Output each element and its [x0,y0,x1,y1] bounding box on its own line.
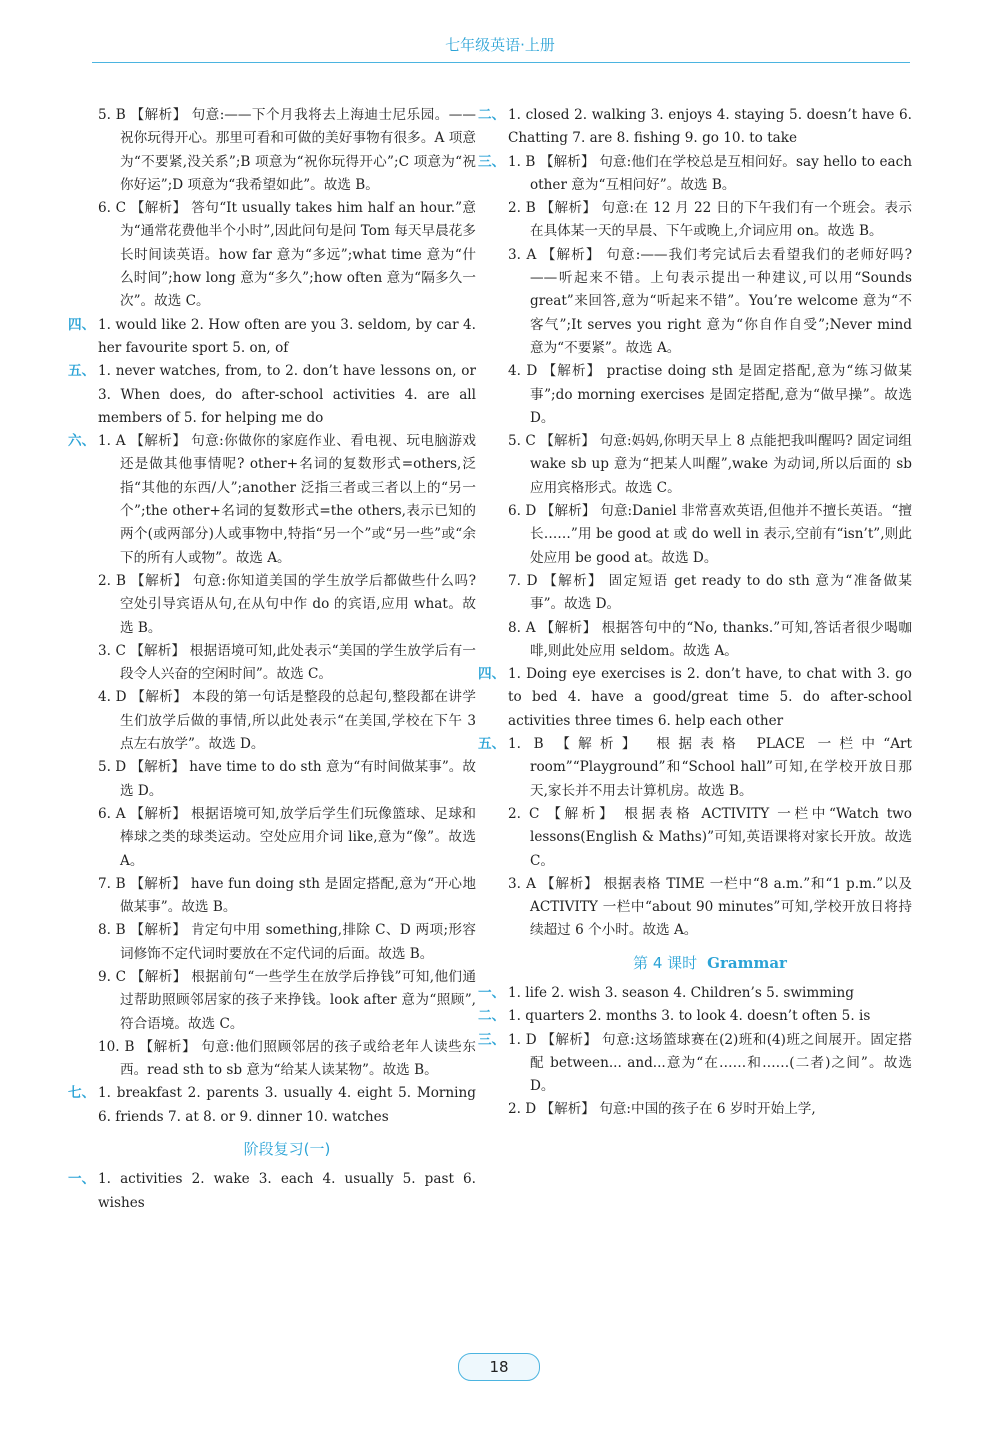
answer-item: 1. B 【解析】 根据表格 PLACE 一栏中“Art room”“Playground”和“School hall”可知,在学校开放日那天,家长并不用去计算机房。故选 B。 [508,736,912,799]
answer-item: 3. A 【解析】 根据表格 TIME 一栏中“8 a.m.”和“1 p.m.”以及 ACTIVITY 一栏中“about 90 minutes”可知,学校开放日将持续超过 6 个小时。故选 A。 [508,875,912,939]
section-block [478,104,912,151]
answer-item: 6. C 【解析】 答句“It usually takes him half an hour.”意为“通常花费他半个小时”,因此问句是问 Tom 每天早晨花多长时间读英语。how far 意为“多远”;what time 意为“什么时间”;how long 意为“多久”;how often 意为“隔多久一次”。故选 C。 [98,200,476,310]
section-heading [98,1138,476,1161]
header-divider [92,62,910,63]
section-block [478,982,912,1005]
section-answers: 1. would like 2. How often are you 3. seldom, by car 4. her favourite sport 5. on, of [98,316,476,356]
section-heading [508,952,912,975]
answer-item: 2. C 【解析】 根据表格 ACTIVITY 一栏中“Watch two lessons(English & Maths)”可知,英语课将对家长开放。故选 C。 [508,805,912,869]
section-answers: 1. breakfast 2. parents 3. usually 4. eight 5. Morning 6. friends 7. at 8. or 9. dinner 10. watches [98,1085,476,1125]
answer-item: 5. B 【解析】 句意:——下个月我将去上海迪士尼乐园。——祝你玩得开心。那里可看和可做的美好事物有很多。A 项意为“不要紧,没关系”;B 项意为“祝你玩得开心”;C 项意为“祝你好运”;D 项意为“我希望如此”。故选 B。 [98,107,476,193]
answer-item: 1. A 【解析】 句意:你做你的家庭作业、看电视、玩电脑游戏还是做其他事情呢? other+名词的复数形式=others,泛指“其他的东西/人”;another 泛指三者或三者以上的“另一个”;the other+名词的复数形式=the others,表示已知的两个(或两部分)人或事物中,特指“另一个”或“另一些”或“余下的所有人或物”。故选 A。 [98,433,476,566]
section-block [478,1029,912,1122]
answer-item: 2. B 【解析】 句意:在 12 月 22 日的下午我们有一个班会。表示在具体某一天的早晨、下午或晚上,介词应用 on。故选 B。 [508,200,912,240]
answer-item: 1. B 【解析】 句意:他们在学校总是互相问好。say hello to each other 意为“互相问好”。故选 B。 [508,153,912,193]
answer-item: 2. D 【解析】 句意:中国的孩子在 6 岁时开始上学, [508,1101,816,1118]
section-marker: 一、 [478,984,506,1001]
answer-item: 6. A 【解析】 根据语境可知,放学后学生们玩像篮球、足球和棒球之类的球类运动。空处应用介词 like,意为“像”。故选 A。 [98,805,476,869]
section-marker: 三、 [478,1031,506,1048]
left-column [68,104,476,1215]
section-answers: 1. Doing eye exercises is 2. don’t have, to chat with 3. go to bed 4. have a good/great time 5. do after-school activities three times 6. help each other [508,666,912,729]
answer-item: 6. D 【解析】 句意:Daniel 非常喜欢英语,但他并不擅长英语。“擅长……”用 be good at 或 do well in 表示,空前有“isn’t”,则此处应用 be good at。故选 D。 [508,503,912,566]
section-block [68,360,476,430]
section-block [68,1168,476,1215]
answer-item: 8. A 【解析】 根据答句中的“No, thanks.”可知,答话者很少喝咖啡,则此处应用 seldom。故选 A。 [508,619,912,659]
section-answers: 1. closed 2. walking 3. enjoys 4. staying 5. doesn’t have 6. Chatting 7. are 8. fishing 9. go 10. to take [508,107,912,147]
answer-item: 1. D 【解析】 句意:这场篮球赛在(2)班和(4)班之间展开。固定搭配 between... and...意为“在……和……(二者)之间”。故选 D。 [508,1031,912,1095]
answer-item: 3. C 【解析】 根据语境可知,此处表示“美国的学生放学后有一段令人兴奋的空闲时间”。故选 C。 [98,642,476,683]
answer-item: 7. D 【解析】 固定短语 get ready to do sth 意为“准备做某事”。故选 D。 [508,572,912,613]
answer-item: 4. D 【解析】 practise doing sth 是固定搭配,意为“练习做某事”;do morning exercises 是固定搭配,意为“做早操”。故选 D。 [508,363,912,426]
page-number: 18 [458,1353,540,1381]
section-block [478,733,912,943]
page-header-title: 七年级英语·上册 [445,36,555,54]
section-heading-subtitle: Grammar [707,953,787,972]
section-marker: 五、 [68,363,96,380]
answer-item: 9. C 【解析】 根据前句“一些学生在放学后挣钱”可知,他们通过帮助照顾邻居家的孩子来挣钱。look after 意为“照顾”,符合语境。故选 C。 [98,968,476,1032]
answer-item: 5. C 【解析】 句意:妈妈,你明天早上 8 点能把我叫醒吗? 固定词组 wake sb up 意为“把某人叫醒”,wake 为动词,所以后面的 sb 应用宾格形式。故选 C。 [508,433,912,496]
section-answers: 1. quarters 2. months 3. to look 4. doesn’t often 5. is [508,1008,871,1025]
section-marker: 三、 [478,153,506,170]
answer-item: 8. B 【解析】 肯定句中用 something,排除 C、D 两项;形容词修饰不定代词时要放在不定代词的后面。故选 B。 [98,922,476,962]
section-marker: 一、 [68,1171,96,1188]
answer-item: 10. B 【解析】 句意:他们照顾邻居的孩子或给老年人读些东西。read sth to sb 意为“给某人读某物”。故选 B。 [98,1038,476,1079]
answer-item: 7. B 【解析】 have fun doing sth 是固定搭配,意为“开心地做某事”。故选 B。 [98,875,476,916]
section-block [478,1005,912,1028]
section-block [98,104,476,314]
section-heading-title: 第 4 课时 [633,953,698,972]
section-marker: 六、 [68,433,96,450]
section-marker: 二、 [478,107,506,123]
section-block [478,663,912,733]
section-block [68,430,476,1082]
section-block [68,314,476,361]
section-heading-title: 阶段复习(一) [243,1140,331,1159]
section-block [478,151,912,664]
section-marker: 二、 [478,1008,506,1025]
section-marker: 七、 [68,1085,96,1102]
section-marker: 五、 [478,736,506,753]
answer-item: 4. D 【解析】 本段的第一句话是整段的总起句,整段都在讲学生们放学后做的事情,所以此处表示“在美国,学校在下午 3 点左右放学”。故选 D。 [98,689,476,753]
section-marker: 四、 [478,666,506,683]
answer-item: 3. A 【解析】 句意:——我们考完试后去看望我们的老师好吗? ——听起来不错。上句表示提出一种建议,可以用“Sounds great”来回答,意为“听起来不错”。You’re welcome 意为“不客气”;It serves you right 意为“你自作自受”;Never mind 意为“不要紧”。故选 A。 [508,246,912,356]
section-answers: 1. life 2. wish 3. season 4. Children’s 5. swimming [508,984,854,1001]
section-block [68,1082,476,1129]
section-marker: 四、 [68,316,96,333]
right-column [478,104,912,1122]
answer-item: 2. B 【解析】 句意:你知道美国的学生放学后都做些什么吗? 空处引导宾语从句,在从句中作 do 的宾语,应用 what。故选 B。 [98,572,476,636]
section-answers: 1. activities 2. wake 3. each 4. usually 5. past 6. wishes [98,1171,476,1211]
answer-item: 5. D 【解析】 have time to do sth 意为“有时间做某事”。故选 D。 [98,759,476,799]
section-answers: 1. never watches, from, to 2. don’t have lessons on, or 3. When does, do after-school activities 4. are all members of 5. for helping me do [98,363,476,426]
